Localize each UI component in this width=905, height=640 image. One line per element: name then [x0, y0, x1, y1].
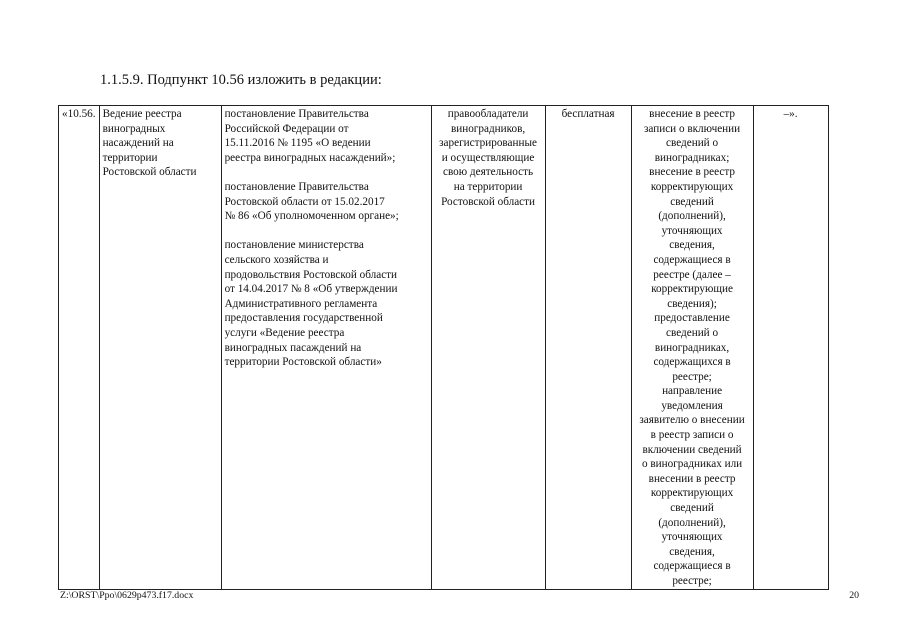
legal-act-line: виноградных пасаждений на [224, 341, 362, 354]
result-line: о виноградниках или [641, 458, 743, 471]
result-line: включении сведений [642, 443, 742, 456]
cell-number [59, 106, 100, 590]
result-line: заявителю о внесении [639, 414, 745, 427]
result-line: реестре; [672, 575, 712, 587]
result-line: содержащиеся в [653, 560, 731, 573]
result-line: содержащихся в [653, 356, 731, 369]
legal-act-line: реестра виноградных насаждений»; [224, 151, 396, 164]
result-line: в реестр записи о [650, 429, 734, 442]
legal-act-line: предоставления государственной [224, 312, 383, 325]
item-number: «10.56. [62, 108, 96, 120]
result-line: виноградниках, [654, 341, 730, 354]
legal-act-line: постановление Правительства [224, 180, 369, 193]
rightholders-line: зарегистрированные [439, 137, 537, 150]
result-line: корректирующие [651, 283, 733, 296]
rightholders-line: виноградников, [450, 122, 526, 135]
rightholders-line: свою деятельность [443, 166, 534, 179]
table-row [59, 106, 829, 590]
amendment-table [58, 105, 829, 590]
result-line: направление [662, 385, 723, 398]
result-line: внесении в реестр [648, 472, 736, 485]
legal-act-line: 15.11.2016 № 1195 «О ведении [224, 137, 371, 150]
legal-act-line: Административного регламента [224, 297, 378, 310]
result-line: сведений [670, 195, 714, 208]
closing-mark: –». [783, 108, 798, 120]
result-line: корректирующих [650, 487, 734, 500]
result-line: сведений [670, 502, 714, 515]
result-line: сведений о [666, 137, 719, 150]
result-line: содержащиеся в [653, 253, 731, 266]
fee-text: бесплатная [561, 108, 615, 120]
legal-act-line: от 14.04.2017 № 8 «Об утверждении [224, 283, 398, 296]
result-line: виноградниках; [654, 151, 730, 164]
result-line: корректирующих [650, 180, 734, 193]
result-line: уведомления [661, 399, 723, 412]
result-line: предоставление [654, 312, 730, 325]
cell-result [631, 106, 753, 590]
rightholders-line: правообладатели [447, 108, 529, 120]
result-line: сведения, [669, 545, 715, 558]
result-line: сведения, [669, 239, 715, 252]
cell-closing [753, 106, 828, 590]
service-name-line: виноградных [102, 122, 166, 135]
service-name-line: насаждений на [102, 137, 174, 150]
result-line: внесение в реестр [649, 166, 735, 179]
rightholders-line: Ростовской области [441, 195, 536, 208]
service-name-line: Ростовской области [102, 166, 197, 179]
result-line: сведения); [667, 297, 717, 310]
rightholders-line: и осуществляющие [441, 151, 535, 164]
footer-file-path: Z:\ORST\Ppo\0629p473.f17.docx [60, 590, 194, 601]
cell-legal-acts [221, 106, 431, 590]
legal-act-line: продовольствия Ростовской области [224, 268, 398, 281]
result-line: уточняющих [661, 531, 723, 544]
legal-act-line: сельского хозяйства и [224, 253, 329, 266]
result-line: записи о включении [643, 122, 741, 135]
result-line: уточняющих [661, 224, 723, 237]
legal-act-line: постановление Правительства [224, 108, 369, 120]
result-line: внесение в реестр [649, 108, 735, 120]
legal-act-line: Российской Федерации от [224, 122, 349, 135]
cell-fee [545, 106, 631, 590]
service-name-line: Ведение реестра [102, 108, 182, 120]
legal-act-line: № 86 «Об уполномоченном органе»; [224, 210, 399, 223]
result-line: (дополнений), [658, 210, 726, 223]
result-line: (дополнений), [658, 516, 726, 529]
legal-act-line: Ростовской области от 15.02.2017 [224, 195, 385, 208]
service-name-line: территории [102, 151, 158, 164]
cell-service-name [99, 106, 221, 590]
cell-rightholders [431, 106, 545, 590]
paragraph-gap [225, 224, 428, 239]
rightholders-line: на территории [453, 180, 523, 193]
legal-act-line: услуги «Ведение реестра [224, 326, 345, 339]
paragraph-heading: 1.1.5.9. Подпункт 10.56 изложить в редакции: [100, 72, 382, 88]
footer-page-number: 20 [849, 590, 859, 601]
paragraph-gap [225, 165, 428, 180]
result-line: сведений о [666, 326, 719, 339]
legal-act-line: территории Ростовской области» [224, 356, 382, 369]
result-line: реестре (далее – [653, 268, 731, 281]
result-line: реестре; [672, 370, 712, 383]
legal-act-line: постановление министерства [224, 239, 364, 252]
